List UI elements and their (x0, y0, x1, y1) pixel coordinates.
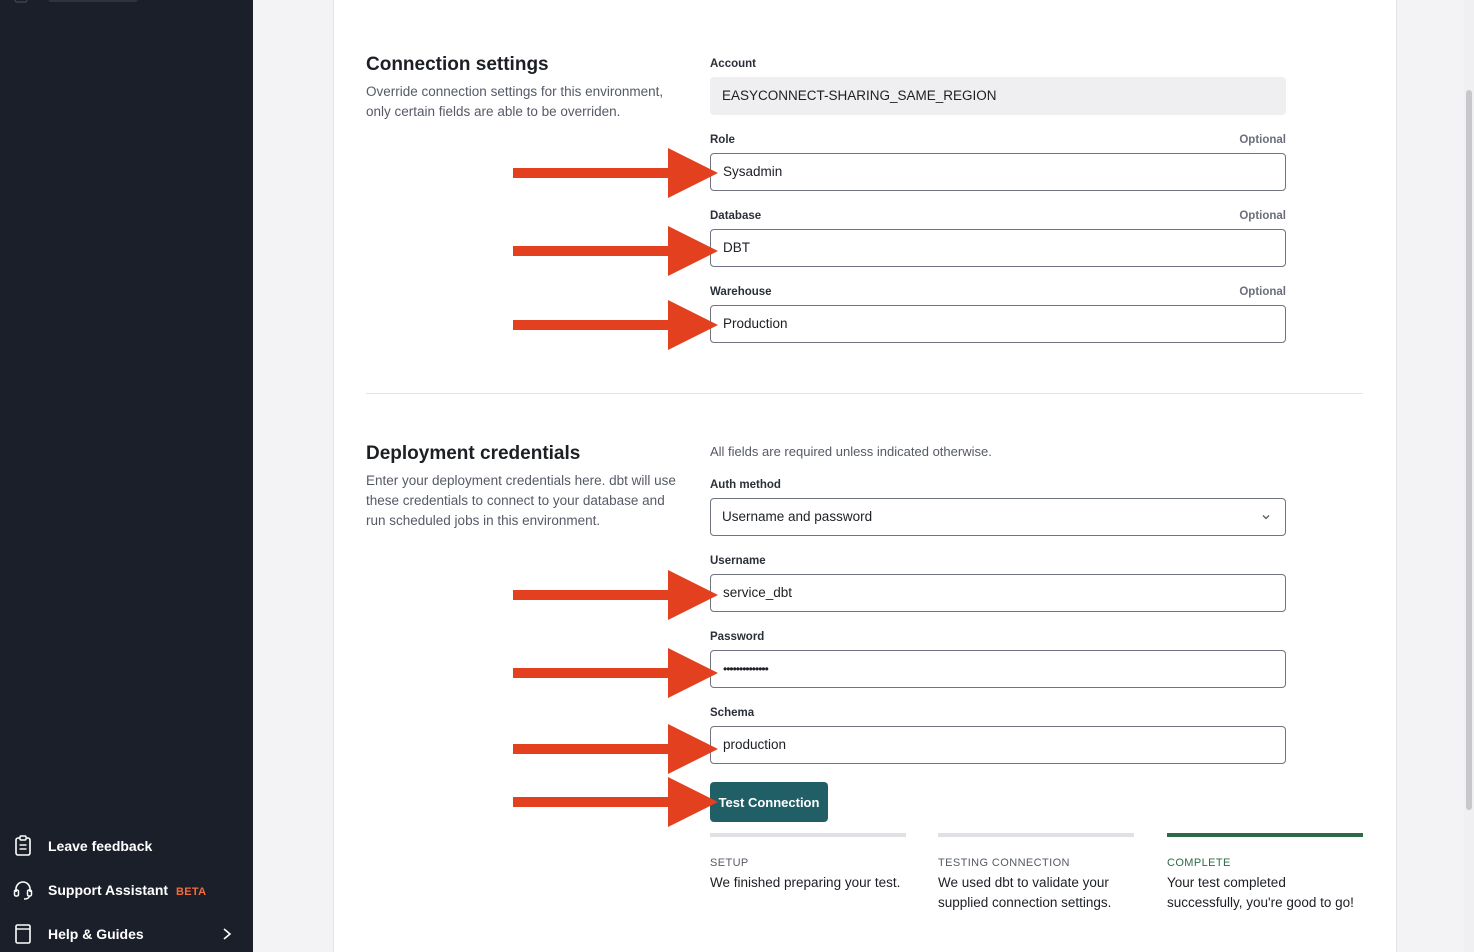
database-input[interactable]: DBT (710, 229, 1286, 267)
warehouse-label: Warehouse (710, 286, 772, 298)
annotation-arrow-test-connection (513, 777, 721, 827)
support-assistant-text: Support Assistant (48, 882, 169, 898)
step-complete (1167, 833, 1363, 913)
beta-badge: BETA (176, 886, 207, 898)
step-complete-title: COMPLETE (1167, 857, 1231, 869)
password-input[interactable]: •••••••••••••• (710, 650, 1286, 688)
test-connection-button[interactable]: Test Connection (710, 782, 828, 822)
step-setup-title: SETUP (710, 857, 749, 869)
help-guides-link[interactable] (0, 917, 253, 951)
warehouse-input[interactable]: Production (710, 305, 1286, 343)
username-label: Username (710, 555, 766, 567)
account-label: Account (710, 58, 756, 70)
support-assistant-label (48, 882, 206, 898)
step-setup-progress (710, 833, 906, 837)
schema-label: Schema (710, 707, 755, 719)
username-input[interactable]: service_dbt (710, 574, 1286, 612)
connection-settings-description: Override connection settings for this environment, only certain fields are able to be overriden. (366, 84, 664, 119)
support-assistant-link[interactable] (0, 873, 253, 907)
account-field: EASYCONNECT-SHARING_SAME_REGION (710, 77, 1286, 115)
database-optional-tag: Optional (1239, 210, 1286, 222)
copy-icon (12, 0, 32, 4)
annotation-arrow-password (513, 648, 721, 698)
warehouse-optional-tag: Optional (1239, 286, 1286, 298)
role-optional-tag: Optional (1239, 134, 1286, 146)
step-testing-title: TESTING CONNECTION (938, 857, 1070, 869)
leave-feedback-label: Leave feedback (48, 838, 153, 854)
page-scrollbar-thumb[interactable] (1466, 90, 1472, 810)
step-complete-progress (1167, 833, 1363, 837)
auth-method-value: Username and password (722, 509, 873, 524)
step-complete-description: Your test completed successfully, you're good to go! (1167, 875, 1354, 910)
annotation-arrow-role (513, 148, 721, 198)
step-testing-description: We used dbt to validate your supplied connection settings. (938, 875, 1112, 910)
role-label: Role (710, 134, 735, 146)
headset-icon (12, 879, 34, 901)
required-fields-note: All fields are required unless indicated otherwise. (710, 444, 992, 459)
deployment-credentials-description: Enter your deployment credentials here. dbt will use these credentials to connect to your database and run scheduled jobs in this environment. (366, 473, 676, 528)
help-guides-label: Help & Guides (48, 926, 144, 942)
connection-settings-title: Connection settings (366, 54, 549, 75)
sidebar-item-top-partial (48, 0, 138, 2)
annotation-arrow-schema (513, 724, 721, 774)
role-input[interactable]: Sysadmin (710, 153, 1286, 191)
chevron-right-icon (221, 926, 233, 942)
annotation-arrow-username (513, 570, 721, 620)
section-divider (366, 393, 1363, 394)
deployment-credentials-title: Deployment credentials (366, 443, 581, 464)
clipboard-icon (12, 835, 34, 857)
book-icon (12, 923, 34, 945)
step-testing-connection (938, 833, 1134, 913)
schema-input[interactable]: production (710, 726, 1286, 764)
chevron-down-icon (1261, 512, 1271, 522)
password-label: Password (710, 631, 765, 643)
step-setup-description: We finished preparing your test. (710, 875, 901, 890)
database-label: Database (710, 210, 762, 222)
auth-method-select[interactable] (710, 498, 1286, 536)
step-testing-progress (938, 833, 1134, 837)
leave-feedback-link[interactable] (0, 829, 253, 863)
annotation-arrow-warehouse (513, 300, 721, 350)
annotation-arrow-database (513, 226, 721, 276)
page-scrollbar[interactable] (1464, 0, 1474, 952)
sidebar (0, 0, 253, 952)
auth-method-label: Auth method (710, 479, 781, 491)
step-setup (710, 833, 906, 893)
